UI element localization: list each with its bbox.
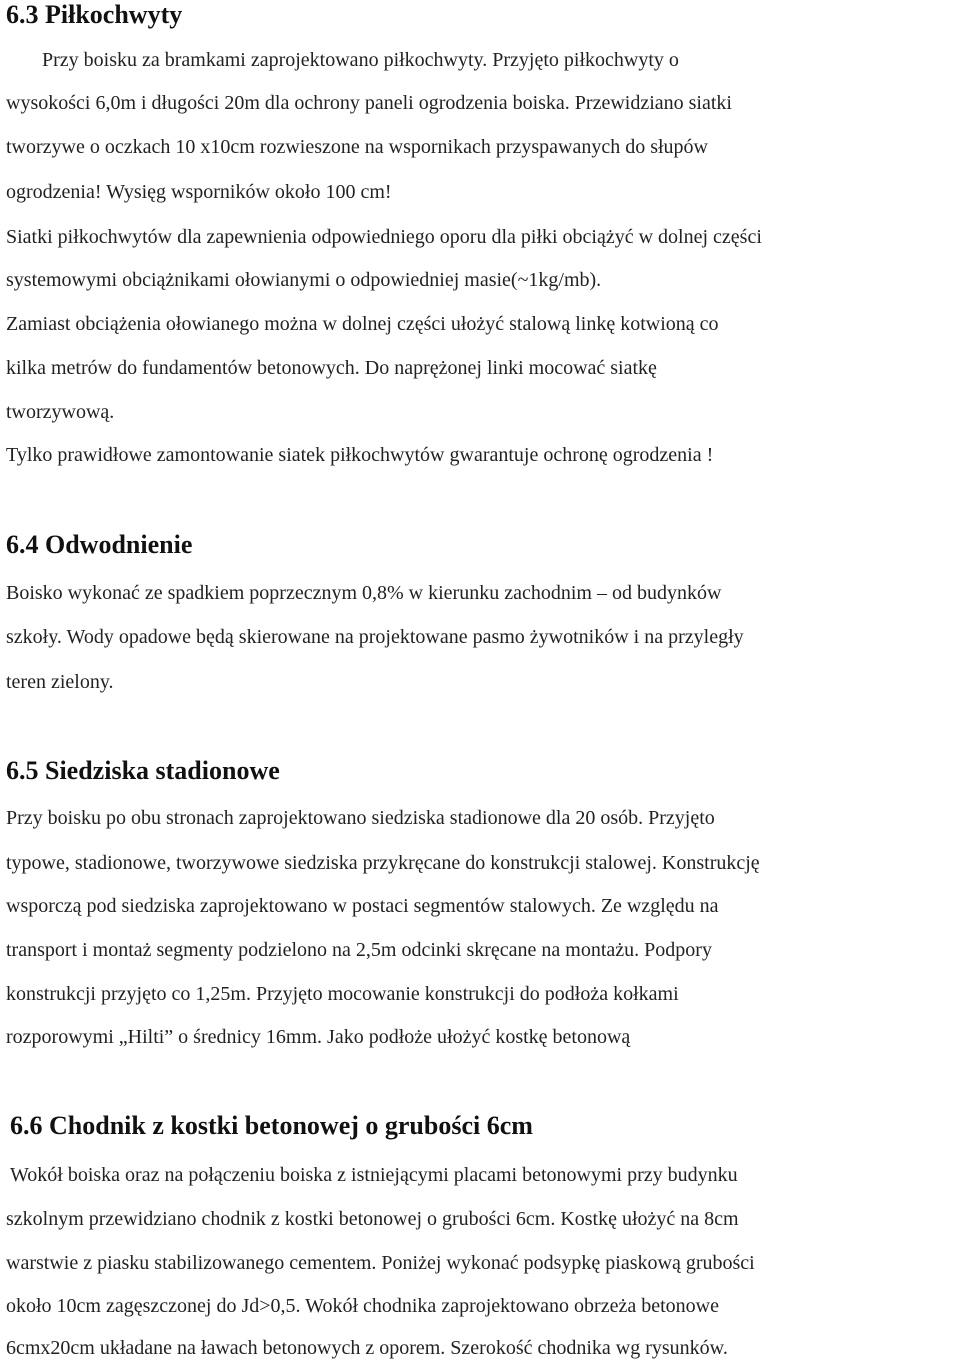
paragraph-line: około 10cm zagęszczonej do Jd>0,5. Wokół chodnika zaprojektowano obrzeża betonowe bbox=[6, 1295, 719, 1317]
section-heading-6-3: 6.3 Piłkochwyty bbox=[6, 0, 183, 29]
paragraph-line: konstrukcji przyjęto co 1,25m. Przyjęto mocowanie konstrukcji do podłoża kołkami bbox=[6, 983, 679, 1005]
paragraph-line: Wokół boiska oraz na połączeniu boiska z istniejącymi placami betonowymi przy budynku bbox=[10, 1164, 738, 1186]
paragraph-line: teren zielony. bbox=[6, 671, 114, 693]
section-heading-6-6: 6.6 Chodnik z kostki betonowej o grubości 6cm bbox=[10, 1111, 533, 1140]
paragraph-line: 6cmx20cm układane na ławach betonowych z oporem. Szerokość chodnika wg rysunków. bbox=[6, 1337, 728, 1359]
section-heading-6-5: 6.5 Siedziska stadionowe bbox=[6, 756, 280, 785]
paragraph-line: tworzywe o oczkach 10 x10cm rozwieszone na wspornikach przyspawanych do słupów bbox=[6, 136, 709, 158]
paragraph-line: Przy boisku po obu stronach zaprojektowano siedziska stadionowe dla 20 osób. Przyjęto bbox=[6, 807, 715, 829]
paragraph-line: szkoły. Wody opadowe będą skierowane na projektowane pasmo żywotników i na przyległy bbox=[6, 626, 744, 648]
section-heading-6-4: 6.4 Odwodnienie bbox=[6, 530, 193, 559]
paragraph-line: transport i montaż segmenty podzielono na 2,5m odcinki skręcane na montażu. Podpory bbox=[6, 939, 712, 961]
paragraph-line: wysokości 6,0m i długości 20m dla ochrony paneli ogrodzenia boiska. Przewidziano siatki bbox=[6, 92, 732, 114]
paragraph-line: ogrodzenia! Wysięg wsporników około 100 cm! bbox=[6, 181, 392, 203]
paragraph-line: warstwie z piasku stabilizowanego cementem. Poniżej wykonać podsypkę piaskową grubości bbox=[6, 1252, 755, 1274]
paragraph-line: typowe, stadionowe, tworzywowe siedziska przykręcane do konstrukcji stalowej. Konstrukcję bbox=[6, 852, 760, 874]
paragraph-line: Siatki piłkochwytów dla zapewnienia odpowiedniego oporu dla piłki obciążyć w dolnej części bbox=[6, 226, 762, 248]
paragraph-line: Zamiast obciążenia ołowianego można w dolnej części ułożyć stalową linkę kotwioną co bbox=[6, 313, 719, 335]
paragraph-line: kilka metrów do fundamentów betonowych. Do naprężonej linki mocować siatkę bbox=[6, 357, 657, 379]
paragraph-line: rozporowymi „Hilti” o średnicy 16mm. Jako podłoże ułożyć kostkę betonową bbox=[6, 1026, 631, 1048]
paragraph-line: szkolnym przewidziano chodnik z kostki betonowej o grubości 6cm. Kostkę ułożyć na 8cm bbox=[6, 1208, 739, 1230]
paragraph-line: Boisko wykonać ze spadkiem poprzecznym 0,8% w kierunku zachodnim – od budynków bbox=[6, 582, 722, 604]
paragraph-line: tworzywową. bbox=[6, 401, 115, 423]
paragraph-line: systemowymi obciążnikami ołowianymi o odpowiedniej masie(~1kg/mb). bbox=[6, 269, 602, 291]
paragraph-line: Przy boisku za bramkami zaprojektowano piłkochwyty. Przyjęto piłkochwyty o bbox=[42, 49, 679, 71]
paragraph-line: wsporczą pod siedziska zaprojektowano w postaci segmentów stalowych. Ze względu na bbox=[6, 895, 719, 917]
paragraph-line: Tylko prawidłowe zamontowanie siatek piłkochwytów gwarantuje ochronę ogrodzenia ! bbox=[6, 444, 714, 466]
